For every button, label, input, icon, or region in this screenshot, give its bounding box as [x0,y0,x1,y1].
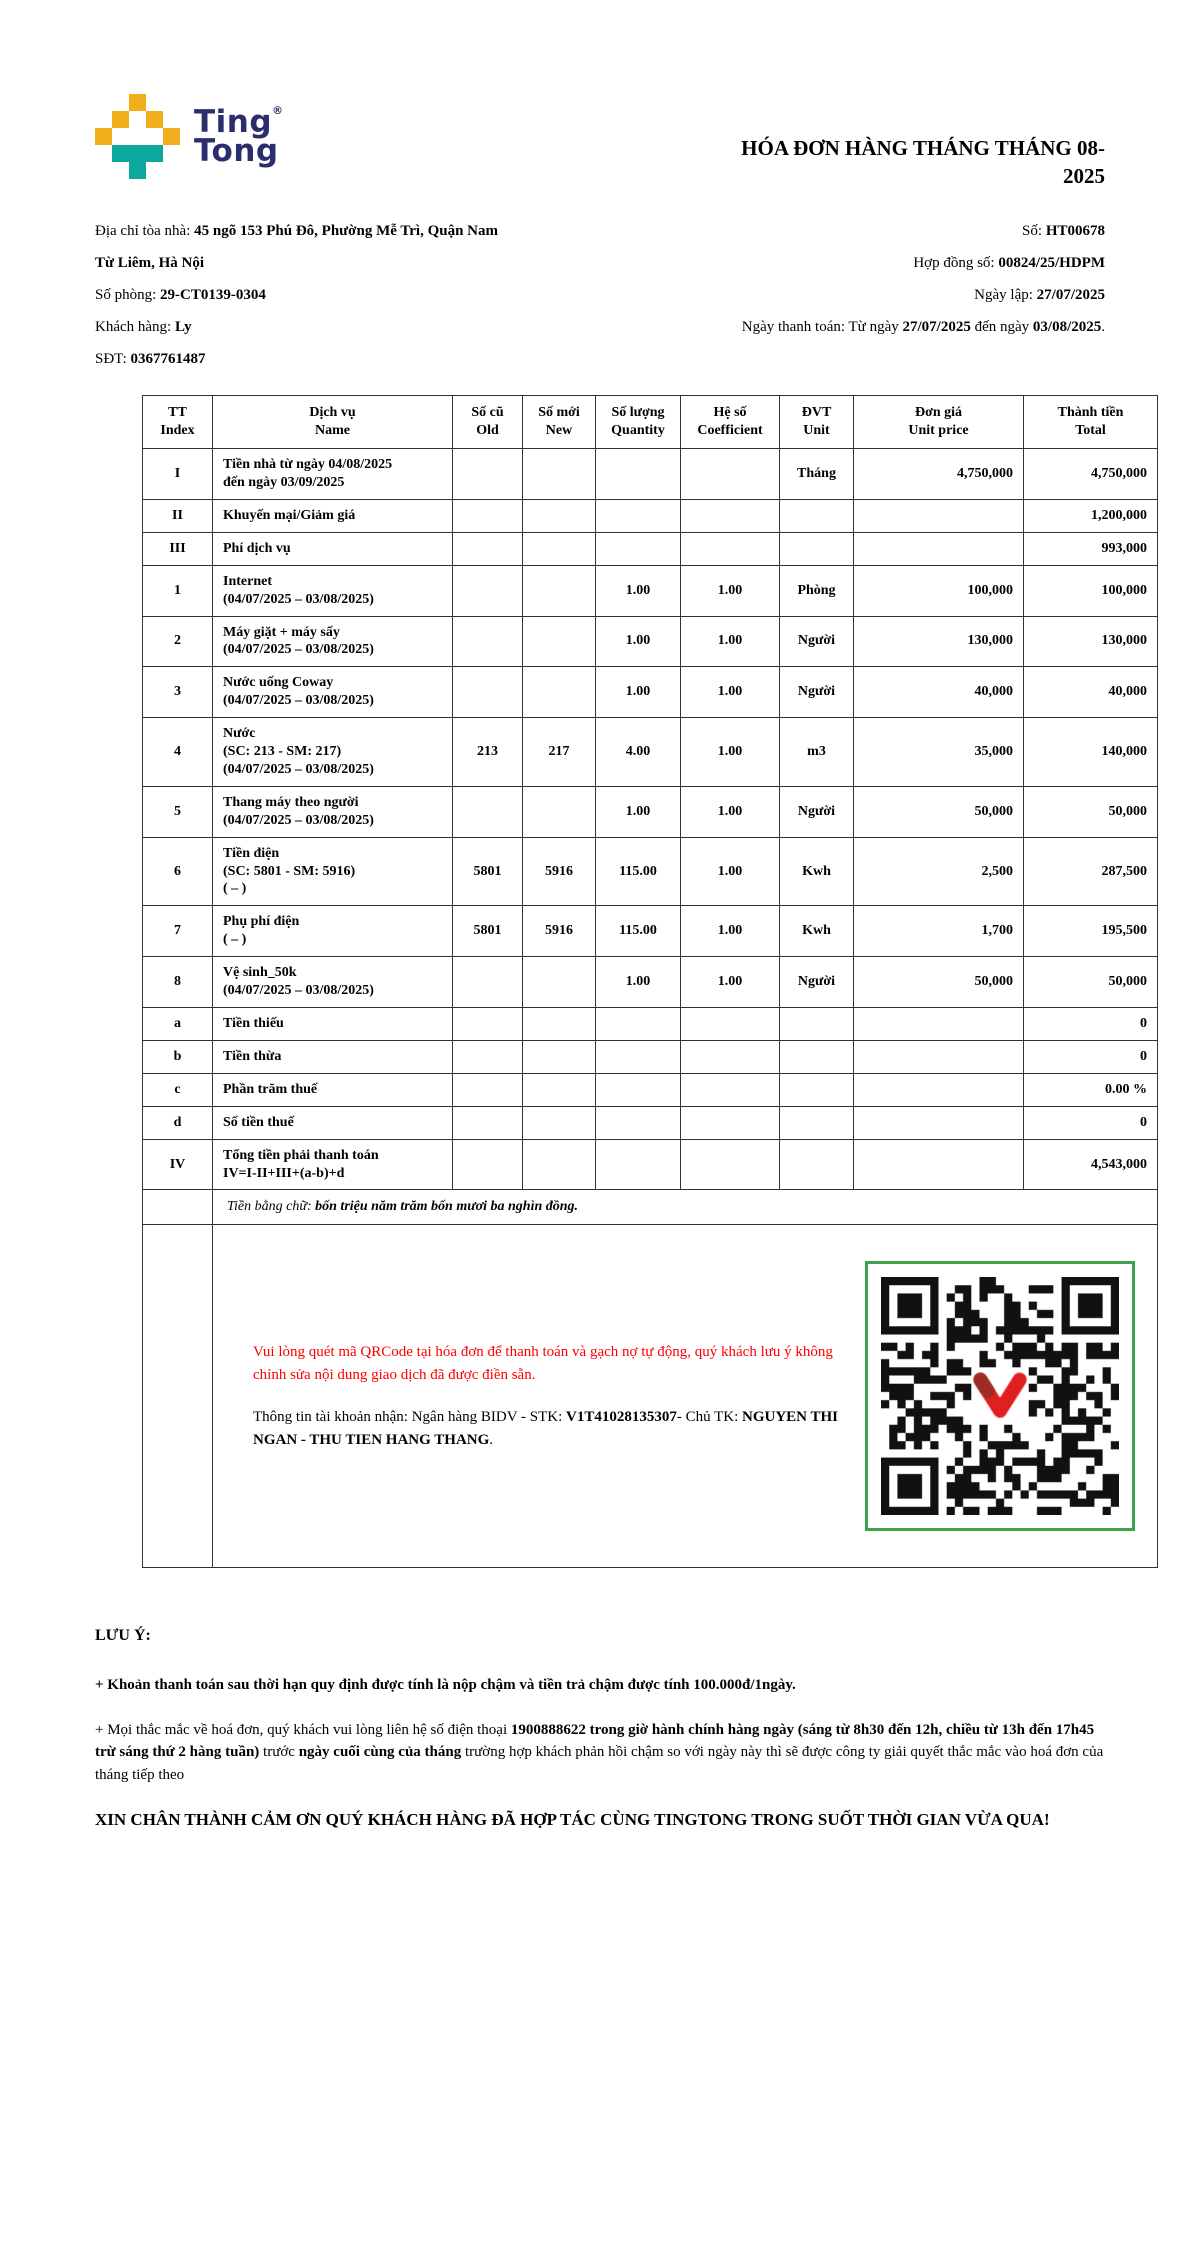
cell-total: 0.00 % [1024,1073,1158,1106]
cell-index: I [143,449,213,500]
cell-coef [681,1040,780,1073]
cell-service-name: Vệ sinh_50k (04/07/2025 – 03/08/2025) [213,957,453,1008]
column-header: Số mới New [523,395,596,448]
cell-total: 4,750,000 [1024,449,1158,500]
cell-old: 5801 [453,906,523,957]
cell-service-name: Nước (SC: 213 - SM: 217) (04/07/2025 – 03/08/2025) [213,718,453,787]
cell-index: c [143,1073,213,1106]
cell-total: 50,000 [1024,957,1158,1008]
cell-qty [596,1139,681,1190]
cell-qty [596,499,681,532]
cell-coef: 1.00 [681,906,780,957]
column-header: TT Index [143,395,213,448]
table-row [143,565,1158,616]
cell-service-name: Internet (04/07/2025 – 03/08/2025) [213,565,453,616]
cell-coef [681,1106,780,1139]
column-header: Số cũ Old [453,395,523,448]
cell-price [854,532,1024,565]
cell-unit: Phòng [780,565,854,616]
cell-unit: m3 [780,718,854,787]
cell-price [854,1139,1024,1190]
cell-price [854,499,1024,532]
logo-pixel [163,128,180,145]
building-address: Địa chỉ tòa nhà: 45 ngõ 153 Phú Đô, Phường Mễ Trì, Quận Nam [95,222,499,239]
cell-index: 2 [143,616,213,667]
cell-price: 50,000 [854,786,1024,837]
cell-qty [596,1073,681,1106]
cell-new [523,957,596,1008]
qr-code-frame [865,1261,1135,1531]
cell-old: 5801 [453,837,523,906]
cell-new: 5916 [523,906,596,957]
cell-price: 35,000 [854,718,1024,787]
cell-coef: 1.00 [681,565,780,616]
cell-service-name: Máy giặt + máy sấy (04/07/2025 – 03/08/2025) [213,616,453,667]
cell-index: b [143,1040,213,1073]
cell-unit: Người [780,616,854,667]
table-row [143,616,1158,667]
amount-in-words [213,1190,1158,1225]
qr-code [881,1277,1119,1515]
cell-unit [780,1008,854,1041]
amount-in-words-label: Tiền bằng chữ: [227,1199,316,1215]
table-row [143,837,1158,906]
cell-new [523,1073,596,1106]
logo-pixel [129,162,146,179]
cell-total: 993,000 [1024,532,1158,565]
invoice-number: Số: HT00678 [1022,222,1105,239]
cell-index: III [143,532,213,565]
cell-total: 195,500 [1024,906,1158,957]
cell-service-name: Phụ phí điện ( – ) [213,906,453,957]
bank-account-info: Thông tin tài khoản nhận: Ngân hàng BIDV - STK: V1T41028135307- Chủ TK: NGUYEN THI NGAN - THU TIEN HANG THANG. [253,1409,839,1448]
logo-pixel [112,111,129,128]
cell-coef [681,499,780,532]
cell-unit: Người [780,786,854,837]
cell-index: IV [143,1139,213,1190]
table-row [143,1073,1158,1106]
invoice-info [95,215,1105,375]
table-row [143,1008,1158,1041]
cell-qty: 4.00 [596,718,681,787]
building-address-line2: Từ Liêm, Hà Nội [95,254,204,271]
cell-unit [780,499,854,532]
table-row [143,718,1158,787]
cell-unit [780,1040,854,1073]
payment-instructions [253,1341,838,1451]
invoice-table [142,395,1158,1569]
cell-old [453,667,523,718]
cell-new [523,532,596,565]
column-header: Đơn giá Unit price [854,395,1024,448]
cell-price: 50,000 [854,957,1024,1008]
cell-old [453,1040,523,1073]
registered-mark: ® [272,104,284,117]
cell-old: 213 [453,718,523,787]
tingtong-logo [95,92,283,179]
cell-coef: 1.00 [681,786,780,837]
thank-you-message: XIN CHÂN THÀNH CẢM ƠN QUÝ KHÁCH HÀNG ĐÃ HỢP TÁC CÙNG TINGTONG TRONG SUỐT THỜI GIAN VỪA QUA! [95,1810,1050,1830]
contract-number: Hợp đồng số: 00824/25/HDPM [913,254,1105,271]
cell-old [453,1008,523,1041]
cell-old [453,1073,523,1106]
logo-pixel [112,145,163,162]
cell-service-name: Nước uống Coway (04/07/2025 – 03/08/2025) [213,667,453,718]
tingtong-logo-icon [95,94,180,179]
cell-old [453,565,523,616]
cell-price [854,1106,1024,1139]
cell-coef: 1.00 [681,957,780,1008]
cell-price: 4,750,000 [854,449,1024,500]
table-row [143,1040,1158,1073]
cell-total: 140,000 [1024,718,1158,787]
logo-pixel [129,94,146,111]
cell-service-name: Phí dịch vụ [213,532,453,565]
cell-old [453,449,523,500]
cell-old [453,957,523,1008]
cell-new [523,1139,596,1190]
cell-coef: 1.00 [681,718,780,787]
cell-qty: 1.00 [596,667,681,718]
page-header [95,0,1105,191]
cell-index: 8 [143,957,213,1008]
table-row [143,1139,1158,1190]
cell-service-name: Khuyến mại/Giảm giá [213,499,453,532]
cell-index: 3 [143,667,213,718]
cell-price: 100,000 [854,565,1024,616]
qr-scan-notice: Vui lòng quét mã QRCode tại hóa đơn để thanh toán và gạch nợ tự động, quý khách lưu ý không chỉnh sửa nội dung giao dịch đã được điền sẵn. [253,1344,833,1383]
cell-new [523,499,596,532]
cell-coef [681,1008,780,1041]
cell-index: 4 [143,718,213,787]
amount-in-words-value: bốn triệu năm trăm bốn mươi ba nghìn đồng. [315,1199,579,1215]
cell-coef [681,1139,780,1190]
issue-date: Ngày lập: 27/07/2025 [974,286,1105,303]
cell-qty: 1.00 [596,616,681,667]
cell-index: 1 [143,565,213,616]
cell-old [453,1106,523,1139]
cell-qty [596,1040,681,1073]
cell-new [523,1106,596,1139]
cell-index: II [143,499,213,532]
table-row [143,667,1158,718]
cell-coef: 1.00 [681,616,780,667]
cell-unit [780,532,854,565]
cell-index: 7 [143,906,213,957]
cell-service-name: Thang máy theo người (04/07/2025 – 03/08/2025) [213,786,453,837]
table-row [143,449,1158,500]
cell-new [523,449,596,500]
footer-notes [95,1624,1105,1833]
qr-payment-cell [213,1225,1158,1568]
cell-total: 50,000 [1024,786,1158,837]
cell-coef: 1.00 [681,667,780,718]
cell-price [854,1073,1024,1106]
table-row [143,532,1158,565]
cell-unit: Kwh [780,837,854,906]
cell-new [523,616,596,667]
qr-payment-row [143,1225,1158,1568]
cell-index [143,1190,213,1225]
cell-index: 6 [143,837,213,906]
cell-unit: Người [780,667,854,718]
cell-total: 40,000 [1024,667,1158,718]
cell-old [453,1139,523,1190]
cell-coef [681,449,780,500]
cell-index: d [143,1106,213,1139]
cell-service-name: Tiền điện (SC: 5801 - SM: 5916) ( – ) [213,837,453,906]
cell-unit: Kwh [780,906,854,957]
customer-name: Khách hàng: Ly [95,318,192,335]
amount-in-words-row [143,1190,1158,1225]
brand-line2: Tong [194,133,279,170]
cell-unit [780,1073,854,1106]
cell-total: 0 [1024,1008,1158,1041]
cell-total: 0 [1024,1106,1158,1139]
cell-price: 130,000 [854,616,1024,667]
cell-service-name: Số tiền thuế [213,1106,453,1139]
cell-index: a [143,1008,213,1041]
cell-new [523,1040,596,1073]
cell-new: 217 [523,718,596,787]
cell-qty [596,449,681,500]
cell-total: 130,000 [1024,616,1158,667]
cell-new [523,667,596,718]
cell-new [523,786,596,837]
column-header: Thành tiền Total [1024,395,1158,448]
cell-qty: 1.00 [596,565,681,616]
cell-qty: 1.00 [596,786,681,837]
column-header: Số lượng Quantity [596,395,681,448]
cell-unit [780,1139,854,1190]
column-header: Hệ số Coefficient [681,395,780,448]
cell-unit: Người [780,957,854,1008]
cell-price [854,1040,1024,1073]
cell-qty: 1.00 [596,957,681,1008]
cell-unit: Tháng [780,449,854,500]
cell-price: 1,700 [854,906,1024,957]
cell-total: 0 [1024,1040,1158,1073]
cell-service-name: Tiền nhà từ ngày 04/08/2025 đến ngày 03/09/2025 [213,449,453,500]
cell-new [523,565,596,616]
table-row [143,786,1158,837]
cell-price [854,1008,1024,1041]
cell-old [453,499,523,532]
cell-total: 100,000 [1024,565,1158,616]
column-header: Dịch vụ Name [213,395,453,448]
cell-price: 2,500 [854,837,1024,906]
cell-new: 5916 [523,837,596,906]
cell-old [453,532,523,565]
cell-service-name: Tổng tiền phải thanh toán IV=I-II+III+(a-b)+d [213,1139,453,1190]
cell-qty [596,1008,681,1041]
cell-index: 5 [143,786,213,837]
logo-pixel [95,128,112,145]
brand-line1: Ting [194,104,273,140]
cell-new [523,1008,596,1041]
cell-qty [596,532,681,565]
page-title: HÓA ĐƠN HÀNG THÁNG THÁNG 08-2025 [741,136,1105,189]
table-row [143,906,1158,957]
tingtong-logo-text [194,104,284,170]
cell-service-name: Tiền thiếu [213,1008,453,1041]
cell-service-name: Phần trăm thuế [213,1073,453,1106]
table-row [143,499,1158,532]
cell-unit [780,1106,854,1139]
info-right-column [560,215,1105,375]
cell-old [453,786,523,837]
customer-phone: SĐT: 0367761487 [95,350,206,367]
payment-period: Ngày thanh toán: Từ ngày 27/07/2025 đến ngày 03/08/2025. [741,318,1105,335]
cell-old [453,616,523,667]
cell-qty [596,1106,681,1139]
hotline-note: + Mọi thắc mắc về hoá đơn, quý khách vui lòng liên hệ số điện thoại 1900888622 trong giờ hành chính hàng ngày (sáng từ 8h30 đến 12h, chiều từ 13h đến 17h45 trừ sáng thứ 2 hàng tuần) trước ngày cuối cùng của tháng trường hợp khách phản hồi chậm so với ngày này thì sẽ được công ty giải quyết thắc mắc vào hoá đơn của tháng tiếp theo [95,1721,1104,1783]
info-left-column [95,215,560,375]
cell-service-name: Tiền thừa [213,1040,453,1073]
cell-price: 40,000 [854,667,1024,718]
cell-index [143,1225,213,1568]
cell-coef: 1.00 [681,837,780,906]
cell-coef [681,1073,780,1106]
table-row [143,1106,1158,1139]
cell-coef [681,532,780,565]
table-header-row [143,395,1158,448]
notes-title: LƯU Ý: [95,1627,151,1645]
cell-total: 1,200,000 [1024,499,1158,532]
cell-total: 287,500 [1024,837,1158,906]
cell-qty: 115.00 [596,837,681,906]
cell-total: 4,543,000 [1024,1139,1158,1190]
table-row [143,957,1158,1008]
column-header: ĐVT Unit [780,395,854,448]
room-number: Số phòng: 29-CT0139-0304 [95,286,266,303]
cell-qty: 115.00 [596,906,681,957]
late-payment-note: + Khoản thanh toán sau thời hạn quy định được tính là nộp chậm và tiền trả chậm được tính 100.000đ/1ngày. [95,1677,796,1694]
logo-pixel [146,111,163,128]
